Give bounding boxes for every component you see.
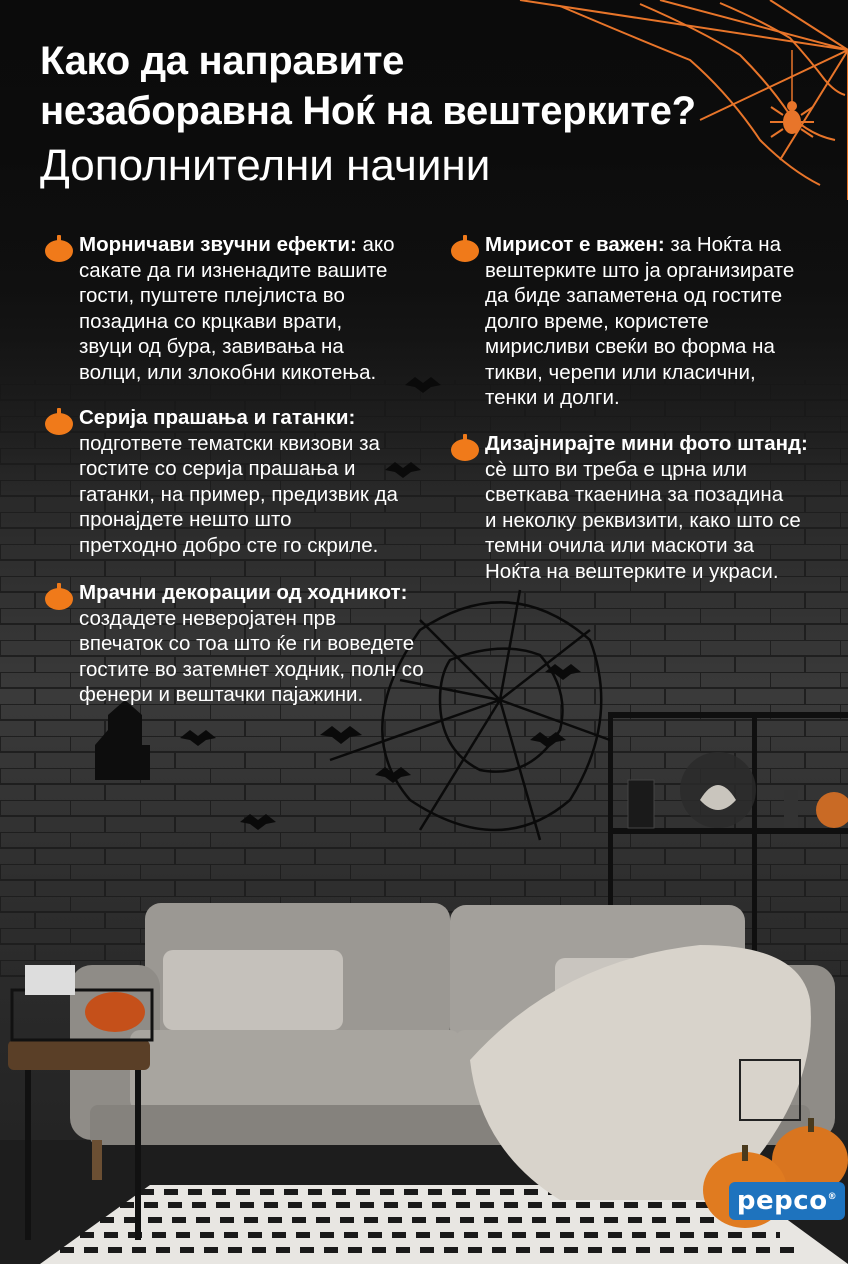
subtitle: Дополнителни начини bbox=[40, 141, 491, 190]
tip-hallway: Мрачни декорации од ходникот: создадете неверојатен прв впечаток со тоа што ќе ги воведете гостите во затемнет ходник, полн со фенери и вештачки пајажини. bbox=[79, 580, 424, 708]
tip-quiz: Серија прашања и гатанки: подгответе тематски квизови за гостите со серија прашања и гатанки, на пример, предизвик да пронајдете нешто што претходно добро сте го скриле. bbox=[79, 405, 398, 558]
title-line-1: Како да направите bbox=[40, 39, 405, 83]
tip-heading: Серија прашања и гатанки: bbox=[79, 406, 356, 429]
tip-scent: Мирисот е важен: за Ноќта на вештерките што ја организирате да биде запаметена од гостите долго време, користете мирисливи свеќи во форма на тикви, черепи или класични, тенки и долги. bbox=[485, 232, 794, 411]
tip-heading: Морничави звучни ефекти: bbox=[79, 233, 357, 256]
pumpkin-icon bbox=[44, 234, 74, 262]
pumpkin-icon bbox=[44, 407, 74, 435]
title-line-2: незаборавна Ноќ на вештерките? bbox=[40, 89, 696, 133]
tip-heading: Мирисот е важен: bbox=[485, 233, 665, 256]
pumpkin-icon bbox=[450, 234, 480, 262]
page-title bbox=[40, 36, 696, 194]
tip-photo-booth: Дизајнирајте мини фото штанд: сè што ви треба е црна или светкава ткаенина за позадина и неколку реквизити, како што се темни очила или маскоти за Ноќта на вештерките и украси. bbox=[485, 431, 808, 584]
tip-sound-effects: Морничави звучни ефекти: ако сакате да ги изненадите вашите гости, пуштете плејлиста во позадина со крцкави врати, звуци од бура, завивања на волци, или злокобни кикотења. bbox=[79, 232, 394, 385]
pepco-logo: pepco® bbox=[729, 1182, 845, 1220]
tip-heading: Мрачни декорации од ходникот: bbox=[79, 581, 408, 604]
pumpkin-icon bbox=[44, 582, 74, 610]
pumpkin-icon bbox=[450, 433, 480, 461]
tip-heading: Дизајнирајте мини фото штанд: bbox=[485, 432, 808, 455]
